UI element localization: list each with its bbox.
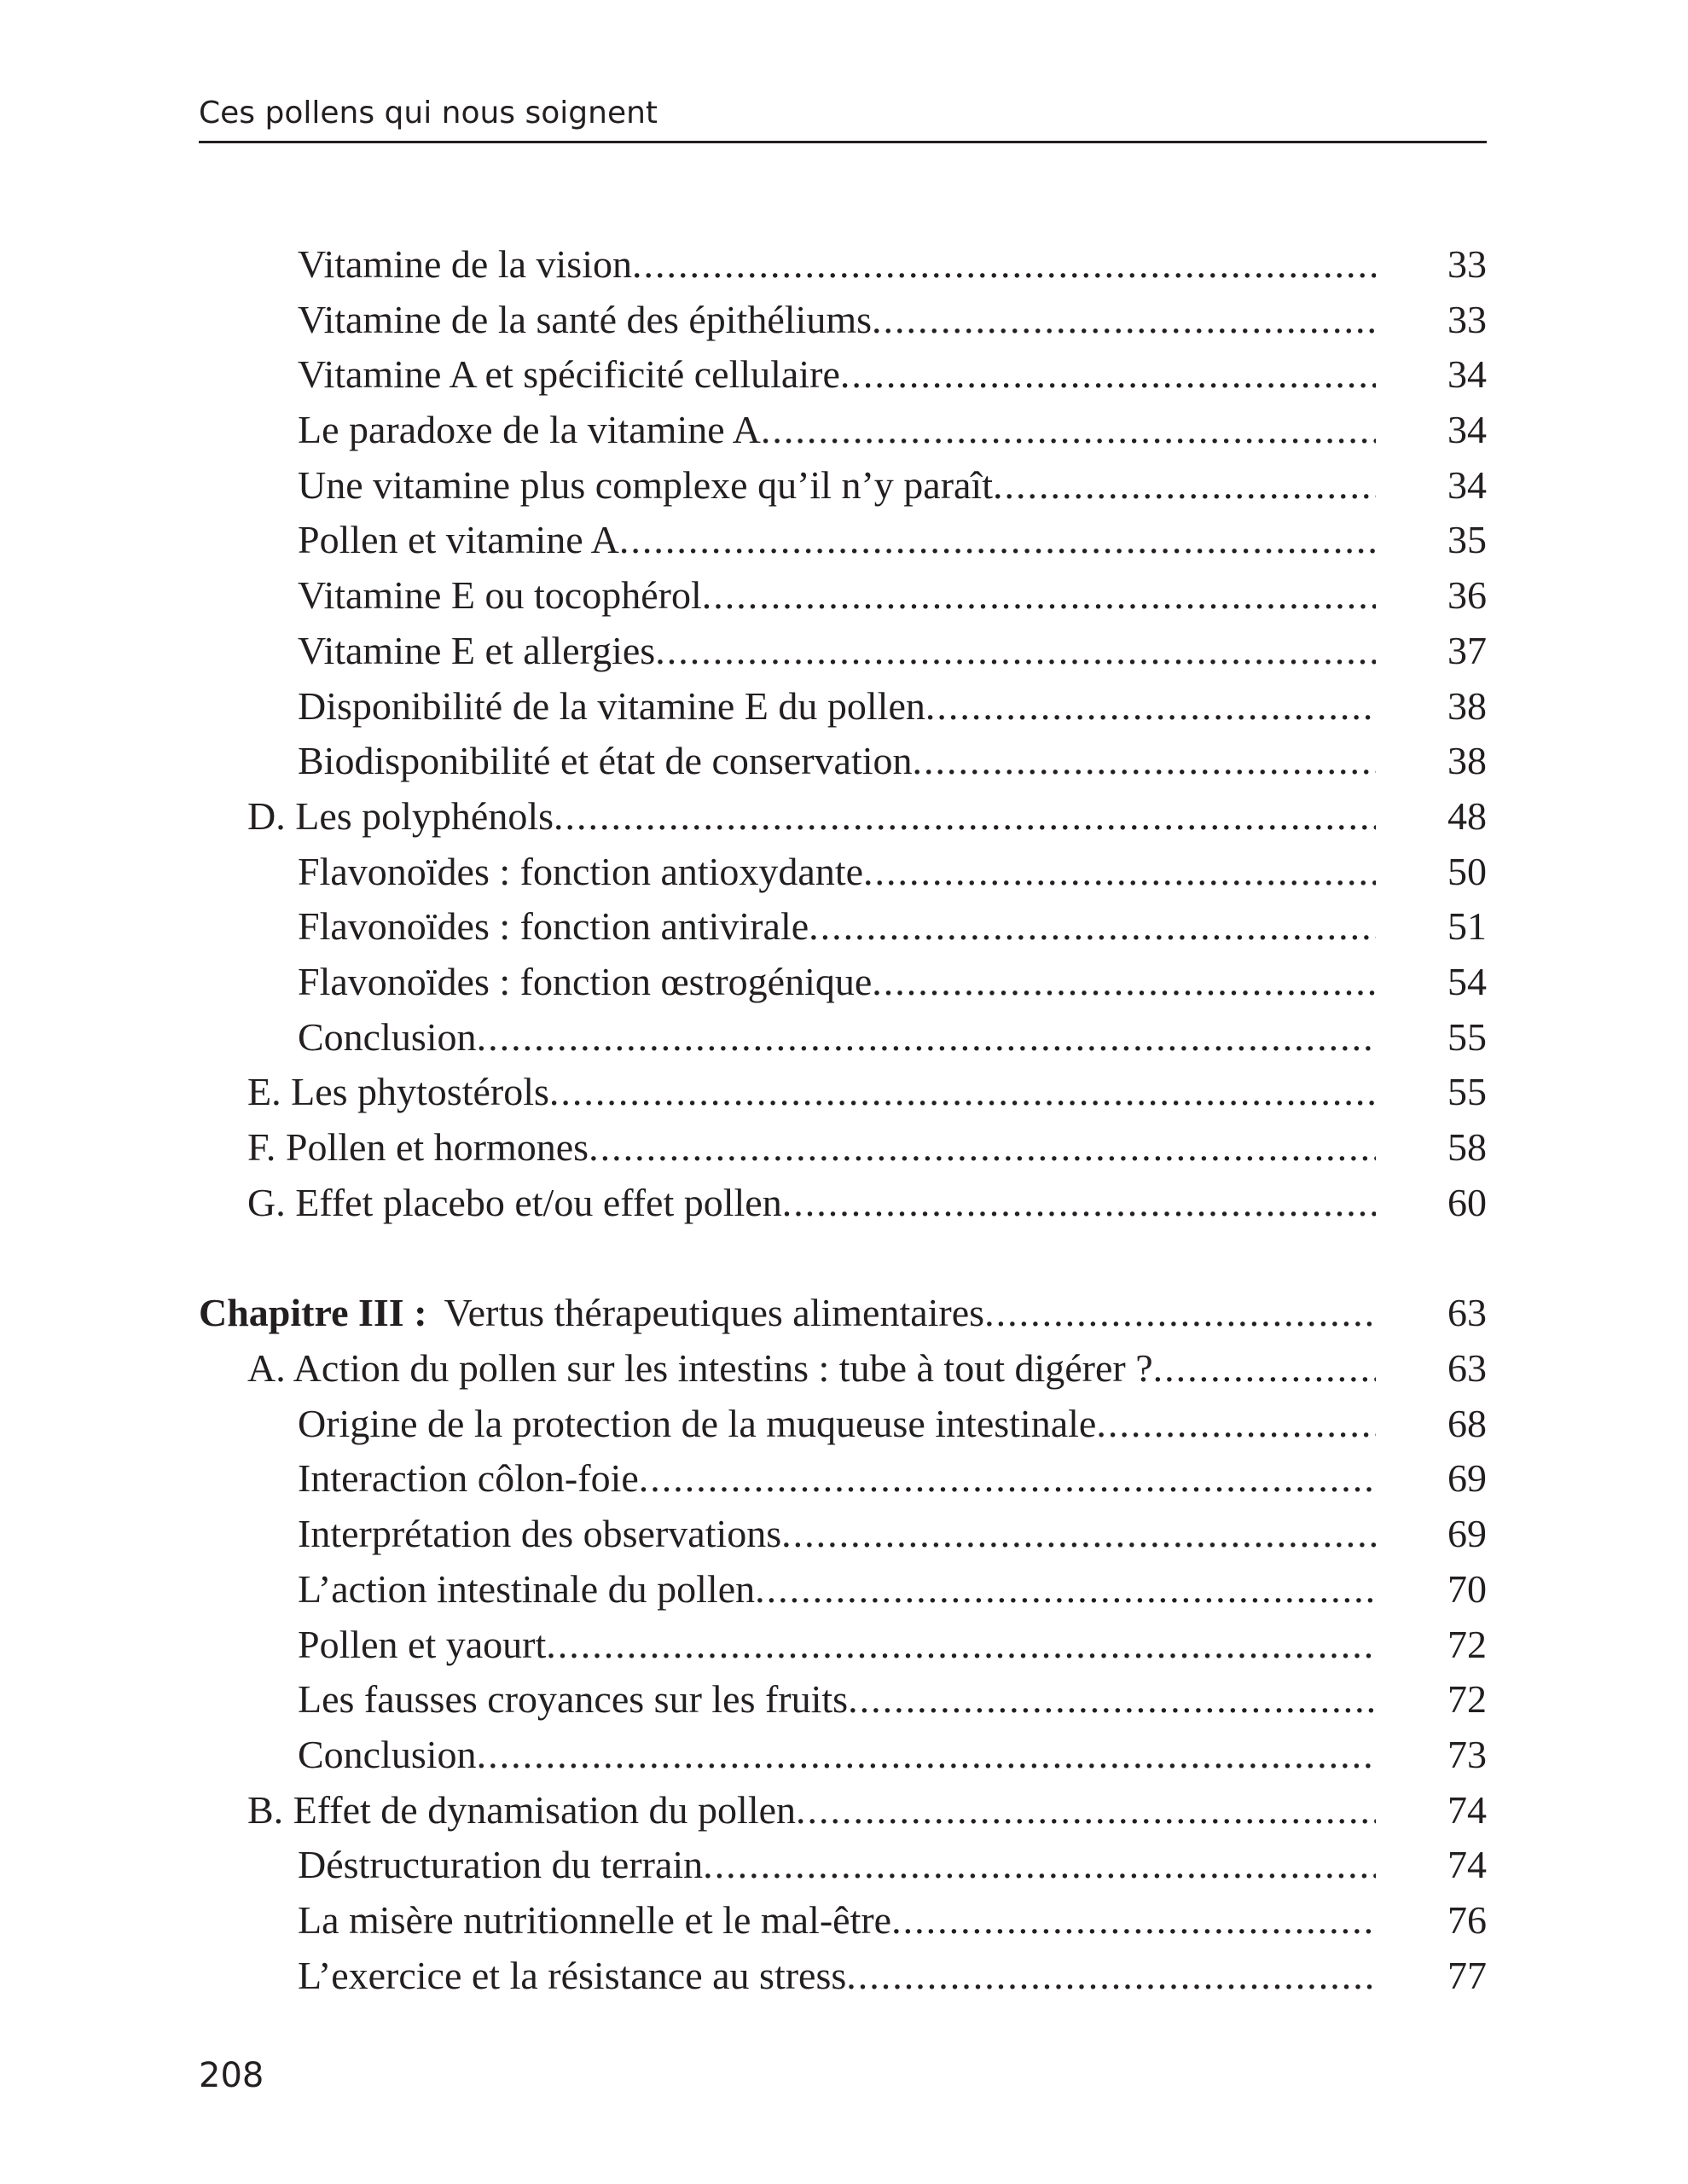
toc-entry-label: Vitamine de la vision: [298, 242, 632, 286]
toc-dot-leader: [993, 458, 1376, 513]
toc-entry-label: D. Les polyphénols: [247, 793, 554, 838]
page-number: 208: [199, 2056, 264, 2095]
toc-entry-label: F. Pollen et hormones: [247, 1125, 589, 1169]
toc-dot-leader: [913, 734, 1376, 788]
toc-entry-page: 63: [1447, 1291, 1487, 1335]
toc-entry: [199, 1451, 1487, 1507]
running-header: Ces pollens qui nous soignent: [199, 90, 1487, 143]
toc-chapter-heading: [199, 1286, 984, 1340]
toc-entry-label: Conclusion: [298, 1732, 477, 1776]
toc-entry-page: 55: [1447, 1014, 1487, 1059]
toc-entry: [199, 845, 1487, 900]
toc-entry: [199, 1618, 1487, 1673]
toc-entry-page: 54: [1447, 959, 1487, 1003]
toc-entry-label: Une vitamine plus complexe qu’il n’y paraît: [298, 462, 993, 507]
toc-entry-page: 34: [1447, 408, 1487, 452]
toc-dot-leader: [755, 1562, 1376, 1617]
toc-entry-label: E. Les phytostérols: [247, 1070, 549, 1114]
toc-section-entry: [199, 1120, 1487, 1176]
toc-entry: [199, 1507, 1487, 1562]
toc-entry-page: 37: [1447, 628, 1487, 672]
toc-entry: [199, 1672, 1487, 1728]
toc-entry-label: B. Effet de dynamisation du pollen: [247, 1787, 797, 1832]
toc-entry-label: Déstructuration du terrain: [298, 1843, 704, 1887]
toc-entry-page: 33: [1447, 297, 1487, 341]
toc-entry-page: 73: [1447, 1732, 1487, 1776]
toc-entry: [199, 1397, 1487, 1452]
toc-entry: [199, 1010, 1487, 1066]
toc-section-entry: [199, 1783, 1487, 1838]
toc-dot-leader: [1153, 1341, 1376, 1396]
toc-entry: [199, 293, 1487, 348]
toc-entry-page: 36: [1447, 573, 1487, 618]
toc-entry-page: 72: [1447, 1677, 1487, 1722]
toc-entry-page: 48: [1447, 793, 1487, 838]
toc-entry: [199, 347, 1487, 403]
toc-entry: [199, 1838, 1487, 1893]
toc-dot-leader: [809, 899, 1376, 954]
toc-entry-label: Vitamine de la santé des épithéliums: [298, 297, 872, 341]
toc-dot-leader: [782, 1176, 1376, 1230]
toc-entry-label: Conclusion: [298, 1014, 477, 1059]
toc-entry-label: Origine de la protection de la muqueuse intestinale: [298, 1401, 1097, 1445]
toc-dot-leader: [984, 1286, 1376, 1340]
toc-entry-page: 70: [1447, 1566, 1487, 1611]
toc-entry-label: Flavonoïdes : fonction œstrogénique: [298, 959, 873, 1003]
toc-entry: [199, 237, 1487, 293]
toc-dot-leader: [632, 237, 1376, 292]
toc-entry: [199, 513, 1487, 568]
toc-dot-leader: [702, 568, 1376, 623]
toc-entry-label: Disponibilité de la vitamine E du pollen: [298, 683, 925, 728]
toc-entry-page: 55: [1447, 1070, 1487, 1114]
toc-entry-page: 35: [1447, 518, 1487, 562]
toc-entry-label: Biodisponibilité et état de conservation: [298, 739, 913, 783]
toc-entry-label: Les fausses croyances sur les fruits: [298, 1677, 849, 1722]
toc-entry: [199, 458, 1487, 514]
toc-entry-label: Vitamine E et allergies: [298, 628, 656, 672]
toc-entry: [199, 955, 1487, 1010]
toc-entry: [199, 624, 1487, 679]
table-of-contents: [199, 237, 1487, 2003]
toc-chapter-entry: [199, 1286, 1487, 1341]
toc-entry-label: Vitamine A et spécificité cellulaire: [298, 352, 840, 397]
toc-dot-leader: [796, 1783, 1376, 1838]
toc-entry: [199, 1949, 1487, 2004]
toc-entry: [199, 899, 1487, 955]
toc-entry-label: A. Action du pollen sur les intestins : tube à tout digérer ?: [247, 1346, 1153, 1391]
toc-dot-leader: [863, 845, 1376, 899]
toc-entry-page: 60: [1447, 1180, 1487, 1224]
toc-entry-label: L’exercice et la résistance au stress: [298, 1953, 847, 1997]
toc-dot-leader: [549, 1065, 1376, 1119]
toc-entry-page: 68: [1447, 1401, 1487, 1445]
toc-dot-leader: [639, 1451, 1376, 1506]
toc-dot-leader: [655, 624, 1376, 678]
toc-section-entry: [199, 1176, 1487, 1231]
toc-dot-leader: [925, 679, 1376, 734]
toc-entry-label: Vertus thérapeutiques alimentaires: [444, 1291, 985, 1335]
toc-entry: [199, 1728, 1487, 1783]
toc-entry-label: Interprétation des observations: [298, 1512, 782, 1556]
toc-entry-page: 74: [1447, 1843, 1487, 1887]
toc-dot-leader: [589, 1120, 1376, 1175]
toc-entry: [199, 568, 1487, 624]
toc-entry-label: Le paradoxe de la vitamine A: [298, 408, 761, 452]
toc-dot-leader: [761, 403, 1376, 457]
toc-entry-label: Interaction côlon-foie: [298, 1456, 639, 1501]
toc-section-entry: [199, 1341, 1487, 1397]
toc-entry: [199, 403, 1487, 458]
toc-dot-leader: [848, 1672, 1376, 1727]
toc-entry-page: 74: [1447, 1787, 1487, 1832]
toc-dot-leader: [872, 955, 1376, 1009]
toc-entry-label: G. Effet placebo et/ou effet pollen: [247, 1180, 782, 1224]
toc-entry-page: 69: [1447, 1456, 1487, 1501]
toc-section-entry: [199, 1065, 1487, 1120]
toc-section-entry: [199, 789, 1487, 845]
toc-entry: [199, 1562, 1487, 1618]
toc-dot-leader: [781, 1507, 1376, 1561]
toc-dot-leader: [477, 1728, 1376, 1782]
toc-entry-page: 63: [1447, 1346, 1487, 1391]
toc-entry-page: 33: [1447, 242, 1487, 286]
toc-entry-page: 76: [1447, 1897, 1487, 1942]
toc-entry: [199, 1893, 1487, 1949]
toc-entry-label: Vitamine E ou tocophérol: [298, 573, 702, 618]
toc-entry-label: Flavonoïdes : fonction antioxydante: [298, 849, 864, 893]
toc-dot-leader: [619, 513, 1376, 567]
toc-dot-leader: [840, 347, 1376, 402]
toc-dot-leader: [846, 1949, 1376, 2003]
toc-entry-page: 72: [1447, 1622, 1487, 1666]
toc-dot-leader: [703, 1838, 1376, 1892]
toc-entry-page: 34: [1447, 462, 1487, 507]
toc-entry-label: Pollen et yaourt: [298, 1622, 547, 1666]
toc-dot-leader: [891, 1893, 1376, 1948]
toc-entry-label: Flavonoïdes : fonction antivirale: [298, 904, 809, 949]
toc-dot-leader: [477, 1010, 1376, 1065]
toc-entry-page: 51: [1447, 904, 1487, 949]
toc-chapter-prefix: Chapitre III :: [199, 1291, 427, 1335]
toc-entry-page: 77: [1447, 1953, 1487, 1997]
toc-entry-page: 34: [1447, 352, 1487, 397]
toc-entry: [199, 679, 1487, 735]
toc-entry-label: La misère nutritionnelle et le mal-être: [298, 1897, 892, 1942]
toc-entry: [199, 734, 1487, 789]
toc-dot-leader: [546, 1618, 1376, 1672]
toc-entry-page: 38: [1447, 683, 1487, 728]
toc-entry-page: 38: [1447, 739, 1487, 783]
toc-dot-leader: [872, 293, 1376, 347]
toc-entry-page: 69: [1447, 1512, 1487, 1556]
toc-entry-page: 50: [1447, 849, 1487, 893]
toc-dot-leader: [1096, 1397, 1376, 1451]
toc-entry-label: Pollen et vitamine A: [298, 518, 619, 562]
toc-entry-page: 58: [1447, 1125, 1487, 1169]
toc-entry-label: L’action intestinale du pollen: [298, 1566, 756, 1611]
toc-dot-leader: [554, 789, 1376, 844]
